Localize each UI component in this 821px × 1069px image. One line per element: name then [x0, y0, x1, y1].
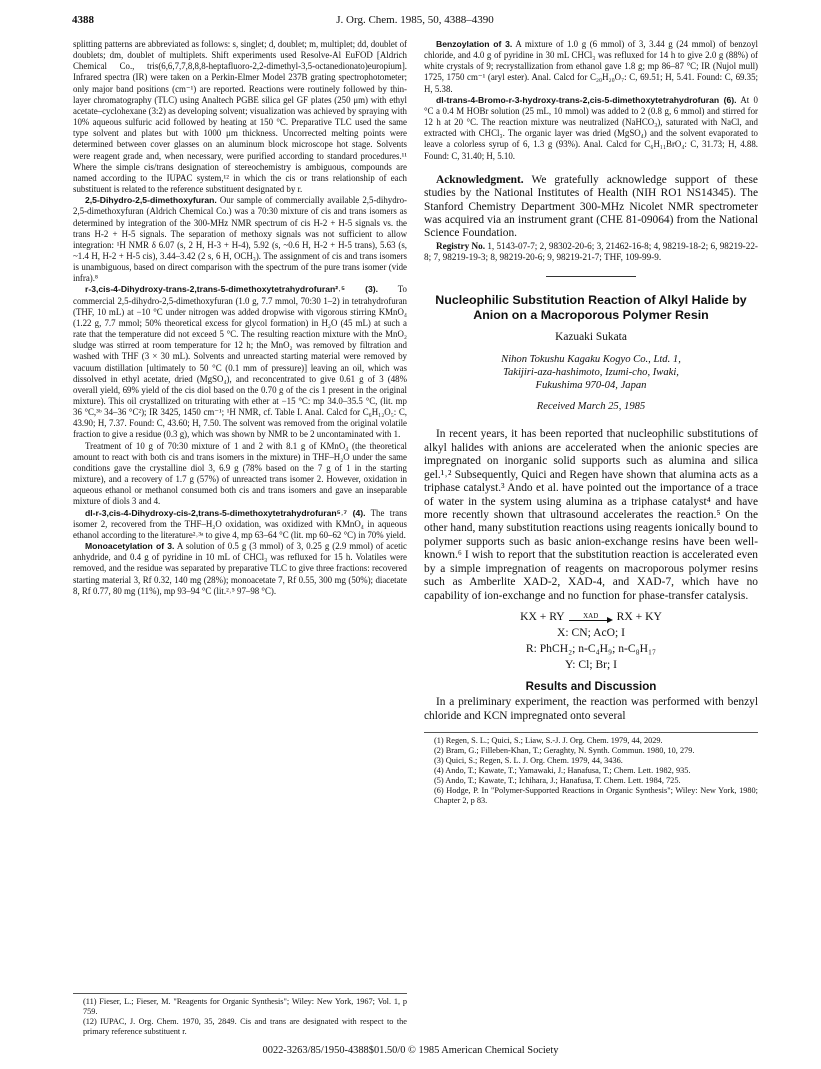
- author: Kazuaki Sukata: [555, 330, 627, 343]
- reaction-scheme: [424, 609, 758, 673]
- procedure-heading: Monoacetylation of 3.: [85, 541, 175, 552]
- running-header: [72, 14, 758, 30]
- introduction-paragraph: In recent years, it has been reported that nucleophilic substitutions of alkyl halides with anions are accelerated when the anionic species are impregnated on inorganic solid supports such as alumina and silica gel.¹˒² Subsequently, Quici and Regen have shown that alumina acts as a triphase catalyst.³ Ando et al. have pointed out the importance of a trace of water in the system using alumina as a triphase catalyst⁴ and have more recently shown that ultrasound accelerates the reaction.⁵ On the other hand, many substitution reactions using reagents ionically bound to polymer supports such as basic anion-exchange resins have been well-known.⁶ I wish to report that the substitution reaction is accelerated even by a simple impregnation of reagents on macroporous polymer resins such as Amberlite XAD-2, XAD-4, and XAD-7, which have no capability of ion-exchange and no function for phase-transfer catalysis.: [424, 428, 758, 602]
- footnote: (1) Regen, S. L.; Quici, S.; Liaw, S.-J. J. Org. Chem. 1979, 44, 2029.: [434, 736, 663, 746]
- scheme-line: Y: Cl; Br; I: [564, 658, 618, 672]
- right-footnotes: [424, 732, 758, 806]
- scheme-line: R: PhCH₂; n-C₄H₉; n-C₈H₁₇: [525, 642, 657, 656]
- procedure-heading: r-3,cis-4-Dihydroxy-trans-2,trans-5-dimethoxytetrahydrofuran²˒⁵ (3).: [85, 284, 378, 295]
- affiliation: Nihon Tokushu Kagaku Kogyo Co., Ltd. 1, Takijiri-aza-hashimoto, Izumi-cho, Iwaki, Fukushima 970-04, Japan: [501, 354, 681, 392]
- registry-numbers: Registry No. 1, 5143-07-7; 2, 98302-20-6; 3, 21462-16-8; 4, 98219-18-2; 6, 98219-22-8; 7, 98219-19-3; 8, 98219-20-6; 9, 98219-21-7; THF, 109-99-9.: [424, 240, 758, 263]
- page-number: 4388: [72, 14, 94, 26]
- footnote: (3) Quici, S.; Regen, S. L. J. Org. Chem. 1979, 44, 3436.: [434, 756, 623, 766]
- footnote: (5) Ando, T.; Kawate, T.; Ichihara, J.; Hanafusa, T. Chem. Lett. 1984, 725.: [434, 776, 681, 786]
- separator-rule: [546, 276, 636, 277]
- experimental-paragraph: splitting patterns are abbreviated as follows: s, singlet; d, doublet; m, multiplet; dd, doublet of doublets; dm, doublet of multiplets. Shift experiments used Resolve-Al EuFOD [Aldrich Chemical Co., tris(6,6,7,7,8,8,8-heptafluoro-2,2-dimethyl-3,5-octanedionato)europium]. Infrared spectra (IR) were taken on a Perkin-Elmer Model 237B grating spectrophotometer; only major band positions (cm⁻¹) are reported. Reactions were routinely followed by thin-layer chromatography (TLC) using Analtech PGBE silica gel GF plates (250 μm) with ethyl acetate–cyclohexane (3:2) as developing solvent; visualization was achieved by spraying with 10% aqueous sulfuric acid followed by heating at 150 °C. Preparative TLC used the same type solvent and plates but with 1000 μm thickness. Uncorrected melting points were determined between cover glasses on an aluminum block microscope hot stage. Solvents were reagent grade and, when necessary, were purified according to standard procedures.¹¹ Where the simple cis/trans designation of stereochemistry is ambiguous, compounds are named according to the IUPAC system,¹² in which the cis or trans relationship of each substituent is related to the reference substituent designated by r.: [73, 39, 407, 195]
- footnote: (11) Fieser, L.; Fieser, M. "Reagents for Organic Synthesis"; Wiley: New York, 1967; Vol. 1, p 759.: [83, 997, 407, 1016]
- procedure-heading: dl-trans-4-Bromo-r-3-hydroxy-trans-2,cis-5-dimethoxytetrahydrofuran (6).: [436, 94, 737, 105]
- received-date: Received March 25, 1985: [536, 401, 646, 413]
- results-paragraph: In a preliminary experiment, the reaction was performed with benzyl chloride and KCN impregnated onto several: [424, 696, 758, 722]
- procedure-heading: dl-r-3,cis-4-Dihydroxy-cis-2,trans-5-dimethoxytetrahydrofuran⁵˒⁷ (4).: [85, 507, 366, 518]
- left-footnotes: [73, 993, 407, 1037]
- reaction-equation: KX + RY XAD RX + KY: [520, 610, 662, 624]
- procedure-paragraph: dl-r-3,cis-4-Dihydroxy-cis-2,trans-5-dimethoxytetrahydrofuran⁵˒⁷ (4). The trans isomer 2, recovered from the THF–H₂O oxidation, was oxidized with KMnO₄ in aqueous ethanol according to the literature²˒³ᵃ to give 4, mp 63–64 °C (lit. mp 60–62 °C) in 70% yield.: [73, 507, 407, 540]
- footnote: (12) IUPAC, J. Org. Chem. 1970, 35, 2849. Cis and trans are designated with respect to the primary reference substituent r.: [83, 1017, 407, 1036]
- article-title: Nucleophilic Substitution Reaction of Alkyl Halide by Anion on a Macroporous Polymer Resin: [435, 292, 747, 322]
- procedure-paragraph: 2,5-Dihydro-2,5-dimethoxyfuran. Our sample of commercially available 2,5-dihydro-2,5-dimethoxyfuran (Aldrich Chemical Co.) was a 70:30 mixture of cis and trans isomers as determined by integration of the 300-MHz NMR spectrum of cis H-2 + H-5 signals vs. the trans H-2 + H-5 signals. The separation of methoxy signals was not sufficient to allow integration: ¹H NMR δ 6.07 (s, 2 H, H-3 + H-4), 5.92 (s, ~0.6 H, H-2 + H-5 trans), 5.63 (s, ~1.4 H, H-2 + H-5 cis), 3.44–3.42 (2 s, 6 H, OCH₃). The assignment of cis and trans isomers is unambiguous, based on direct comparison with the spectrum of the pure trans isomer (vide infra).⁸: [73, 195, 407, 284]
- footnote: (6) Hodge, P. In "Polymer-Supported Reactions in Organic Synthesis"; Wiley: New York, 1980; Chapter 2, p 83.: [434, 786, 758, 806]
- left-column: [73, 39, 407, 597]
- procedure-paragraph: Monoacetylation of 3. A solution of 0.5 g (3 mmol) of 3, 0.25 g (2.9 mmol) of acetic anhydride, and 0.4 g of pyridine in 10 mL of CHCl₃ was refluxed for 15 h. Volatiles were removed, and the residue was separated by preparative TLC to give three fractions: recovered starting material 3, Rf 0.32, 140 mg (28%); monoacetate 7, Rf 0.55, 300 mg (50%); diacetate 8, Rf 0.77, 80 mg (11%), mp 93–94 °C (lit.²˒⁵ 97–98 °C).: [73, 541, 407, 596]
- footnote: (2) Bram, G.; Filleben-Khan, T.; Geraghty, N. Synth. Commun. 1980, 10, 279.: [434, 746, 695, 756]
- footnote: (4) Ando, T.; Kawate, T.; Yamawaki, J.; Hanafusa, T.; Chem. Lett. 1982, 935.: [434, 766, 691, 776]
- scheme-line: X: CN; AcO; I: [557, 626, 625, 640]
- procedure-paragraph: r-3,cis-4-Dihydroxy-trans-2,trans-5-dimethoxytetrahydrofuran²˒⁵ (3). To commercial 2,5-dihydro-2,5-dimethoxyfuran (1.0 g, 7.7 mmol, 70:30 1–2) in tetrahydrofuran (THF, 10 mL) at −10 °C under nitrogen was added dropwise with vigorous stirring KMnO₄ (1.22 g, 7.7 mmol; 50% theoretical excess for glycol formation) in H₂O (45 mL) at such a rate that the temperature did not exceed 5 °C. The resulting reaction mixture with the MnO₂ sludge was stirred at room temperature for 12 h; the MnO₂ was removed by filtration and washed with THF (3 × 30 mL). Solvents and unreacted starting material were removed by vacuum distillation [ultimately to 50 °C (0.1 mm of pressure)] leaving an oil, which was dissolved in ethyl acetate, dried (MgSO₄), and reconcentrated to give 0.61 g of 3 (48% overall yield, 69% yield of the cis diol based on the 0.70 g of the cis 1 present in the original mixture). This oil crystallized on triturating with ether at −15 °C: mp 34.0–35.5 °C, (lit. mp 36 °C,³ᵇ 34–36 °C²); IR 3425, 1450 cm⁻¹; ¹H NMR, cf. Table I. Anal. Calcd for C₆H₁₂O₅: C, 43.90; H, 7.37. Found: C, 43.60; H, 7.50. The solvent was removed from the original volatile fraction to give a residue (0.3 g), which was shown by NMR to be 2 uncontaminated with 1.: [73, 284, 407, 440]
- reaction-arrow-icon: XAD: [569, 611, 613, 625]
- procedure-paragraph: dl-trans-4-Bromo-r-3-hydroxy-trans-2,cis-5-dimethoxytetrahydrofuran (6). At 0 °C a 0.4 M HOBr solution (25 mL, 10 mmol) was added to 2 (0.8 g, 6 mmol) and stirred for 12 h at 20 °C. The reaction mixture was neutralized (NaHCO₃), saturated with NaCl, and extracted with CHCl₃. The organic layer was dried (MgSO₄) and the solvent evaporated to leave a colorless syrup of 6, 1.3 g (93%). Anal. Calcd for C₆H₁₁BrO₄: C, 31.73; H, 4.88. Found: C, 31.40; H, 5.10.: [424, 94, 758, 161]
- right-column: [424, 39, 758, 806]
- procedure-heading: Benzoylation of 3.: [436, 39, 513, 49]
- procedure-paragraph: Treatment of 10 g of 70:30 mixture of 1 and 2 with 8.1 g of KMnO₄ (the theoretical amount to react with both cis and trans isomers in the mixture) in THF–H₂O under the same conditions gave the crystalline diol 3, 6.9 g (78% based on the 7 g of 1 in the starting mixture), and a recovery of 1.7 g (57%) of unreacted trans isomer 2. However, oxidation in aqueous ethanol or methanol consumed both cis and trans isomers and gave an inseparable mixture of diols 3 and 4.: [73, 440, 407, 507]
- acknowledgment: Acknowledgment. We gratefully acknowledge support of these studies by the National Institutes of Health (NIH RO1 NS14345). The Stanford Chemistry Department 300-MHz Nicolet NMR spectrometer was acquired via an instrument grant (CHE 81-09064) from the National Science Foundation.: [424, 173, 758, 240]
- copyright-footer: 0022-3263/85/1950-4388$01.50/0 © 1985 American Chemical Society: [262, 1045, 559, 1056]
- procedure-paragraph: Benzoylation of 3. A mixture of 1.0 g (6 mmol) of 3, 3.44 g (24 mmol) of benzoyl chloride, and 4.0 g of pyridine in 30 mL CHCl₃ was refluxed for 14 h to give 2.0 g (88%) of white crystals of 9; recrystallization from ethanol gave 1.8 g; mp 86–87 °C; IR (Nujol mull) 1725, 1750 cm⁻¹ (aryl ester). Anal. Calcd for C₂₀H₂₀O₇: C, 69.51; H, 5.41. Found: C, 69.35; H, 5.38.: [424, 39, 759, 94]
- procedure-heading: 2,5-Dihydro-2,5-dimethoxyfuran.: [85, 195, 217, 206]
- journal-citation: J. Org. Chem. 1985, 50, 4388–4390: [336, 14, 494, 26]
- section-heading: Results and Discussion: [525, 680, 657, 694]
